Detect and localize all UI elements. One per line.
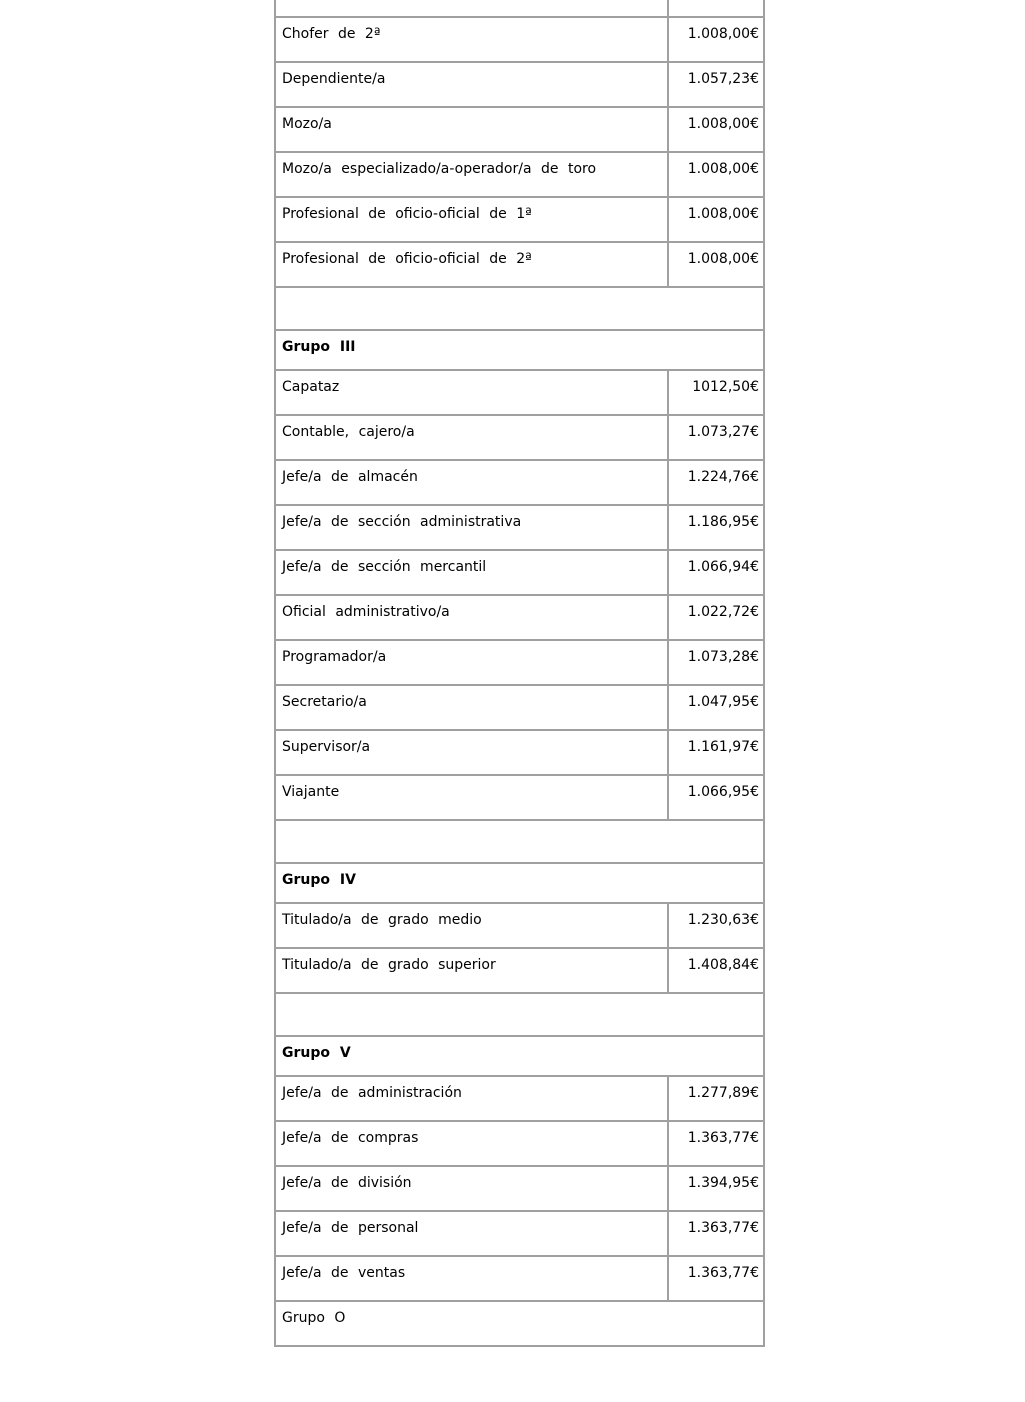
table-row — [274, 551, 765, 596]
table-row — [274, 596, 765, 641]
salary-value-cell: 1.224,76€ — [687, 469, 759, 485]
salary-value-cell: 1.047,95€ — [687, 694, 759, 710]
salary-value-cell: 1.186,95€ — [687, 514, 759, 530]
table-row — [274, 686, 765, 731]
spacer-row — [274, 994, 765, 1037]
spacer-cell — [276, 994, 763, 1035]
salary-value-cell: 1.363,77€ — [687, 1265, 759, 1281]
table-row — [274, 63, 765, 108]
job-title-cell: Viajante — [276, 776, 669, 819]
job-title-cell: Jefe/a de personal — [276, 1212, 669, 1255]
table-row — [274, 416, 765, 461]
salary-value-cell: 1.066,94€ — [687, 559, 759, 575]
job-title-cell: Secretario/a — [276, 686, 669, 729]
job-title-cell: Dependiente/a — [276, 63, 669, 106]
group-header-cell: Grupo V — [282, 1045, 351, 1061]
job-title-cell: Oficial administrativo/a — [276, 596, 669, 639]
salary-value-cell: 1.022,72€ — [687, 604, 759, 620]
table-row — [274, 1077, 765, 1122]
job-title-cell: Chofer de 2ª — [276, 18, 669, 61]
table-row — [274, 243, 765, 288]
table-row — [274, 1122, 765, 1167]
table-row — [274, 371, 765, 416]
job-title-cell: Jefe/a de sección mercantil — [276, 551, 669, 594]
salary-value-cell: 1.073,27€ — [687, 424, 759, 440]
table-row — [274, 641, 765, 686]
spacer-cell — [276, 821, 763, 862]
job-title-cell: Supervisor/a — [276, 731, 669, 774]
salary-value-cell: 1.363,77€ — [687, 1220, 759, 1236]
job-title-cell: Jefe/a de compras — [276, 1122, 669, 1165]
job-title-cell: Jefe/a de administración — [276, 1077, 669, 1120]
salary-value-cell: 1.277,89€ — [687, 1085, 759, 1101]
salary-value-cell: 1.161,97€ — [687, 739, 759, 755]
job-title-cell: Capataz — [276, 371, 669, 414]
table-row — [274, 18, 765, 63]
salary-value-cell: 1.408,84€ — [687, 957, 759, 973]
table-row — [274, 153, 765, 198]
job-title-cell: Profesional de oficio-oficial de 1ª — [276, 198, 669, 241]
job-title-cell: Mozo/a — [276, 108, 669, 151]
job-title-cell: Titulado/a de grado medio — [276, 904, 669, 947]
job-title-cell: Mozo/a especializado/a-operador/a de toro — [276, 153, 669, 196]
salary-value-cell: 1012,50€ — [692, 379, 759, 395]
salary-value-cell: 1.008,00€ — [687, 116, 759, 132]
salary-value-cell: 1.008,00€ — [687, 161, 759, 177]
job-title-cell: Profesional de oficio-oficial de 2ª — [276, 243, 669, 286]
salary-value-cell: 1.066,95€ — [687, 784, 759, 800]
job-title-cell: Programador/a — [276, 641, 669, 684]
salary-value-cell: 1.230,63€ — [687, 912, 759, 928]
group-header-row — [274, 864, 765, 904]
job-title-cell: Jefe/a de sección administrativa — [276, 506, 669, 549]
job-title-cell: Titulado/a de grado superior — [276, 949, 669, 992]
salary-value-cell: 1.008,00€ — [687, 26, 759, 42]
table-row — [274, 731, 765, 776]
group-header-row — [274, 1037, 765, 1077]
salary-value-cell: 1.363,77€ — [687, 1130, 759, 1146]
salary-value-cell: 1.394,95€ — [687, 1175, 759, 1191]
job-title-cell: Contable, cajero/a — [276, 416, 669, 459]
salary-value-cell — [669, 0, 763, 16]
salary-value-cell: 1.008,00€ — [687, 251, 759, 267]
table-row — [274, 461, 765, 506]
table-row — [274, 776, 765, 821]
table-row — [274, 506, 765, 551]
table-row — [274, 1167, 765, 1212]
group-header-row — [274, 331, 765, 371]
table-row — [274, 1257, 765, 1302]
table-row — [274, 949, 765, 994]
job-title-cell: Jefe/a de división — [276, 1167, 669, 1210]
table-row — [274, 108, 765, 153]
partial-row — [274, 0, 765, 18]
table-row — [274, 1212, 765, 1257]
salary-table — [274, 0, 765, 1347]
salary-value-cell: 1.057,23€ — [687, 71, 759, 87]
spacer-cell — [276, 288, 763, 329]
group-label-row — [274, 1302, 765, 1347]
spacer-row — [274, 288, 765, 331]
salary-value-cell: 1.008,00€ — [687, 206, 759, 222]
group-label-cell: Grupo O — [282, 1310, 346, 1326]
group-header-cell: Grupo III — [282, 339, 356, 355]
group-header-cell: Grupo IV — [282, 872, 356, 888]
table-row — [274, 904, 765, 949]
job-title-cell — [276, 0, 669, 16]
spacer-row — [274, 821, 765, 864]
salary-value-cell: 1.073,28€ — [687, 649, 759, 665]
job-title-cell: Jefe/a de ventas — [276, 1257, 669, 1300]
table-row — [274, 198, 765, 243]
job-title-cell: Jefe/a de almacén — [276, 461, 669, 504]
